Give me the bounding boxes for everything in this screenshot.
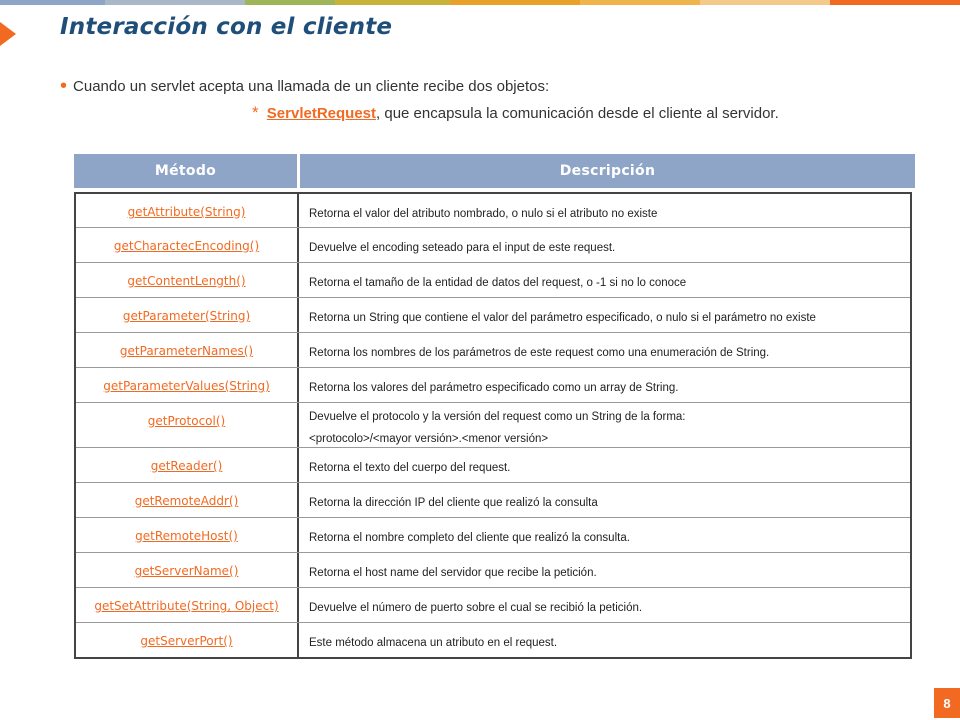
slide-title: Interacción con el cliente <box>60 14 393 40</box>
method-link[interactable]: getReader() <box>150 459 223 473</box>
method-cell <box>76 368 299 402</box>
table-row <box>76 447 910 482</box>
method-cell <box>76 553 299 587</box>
description-cell <box>299 298 910 332</box>
method-link[interactable]: getAttribute(String) <box>127 205 246 219</box>
description-cell <box>299 403 910 447</box>
description-text: Retorna el valor del atributo nombrado, o nulo si el atributo no existe <box>309 208 658 220</box>
stripe-segment <box>830 0 960 5</box>
description-text: Retorna el host name del servidor que recibe la petición. <box>309 567 597 579</box>
method-cell <box>76 403 299 447</box>
table-row <box>76 402 910 447</box>
description-text: Retorna el tamaño de la entidad de datos del request, o -1 si no lo conoce <box>309 277 687 289</box>
stripe-segment <box>245 0 335 5</box>
description-cell <box>299 623 910 657</box>
sub-bullet-text: , que encapsula la comunicación desde el cliente al servidor. <box>376 105 779 122</box>
method-cell <box>76 194 299 227</box>
header-description: Descripción <box>300 154 915 188</box>
method-link[interactable]: getProtocol() <box>147 414 226 428</box>
table-row <box>76 552 910 587</box>
table-row <box>76 587 910 622</box>
stripe-segment <box>105 0 245 5</box>
method-cell <box>76 298 299 332</box>
description-cell <box>299 263 910 297</box>
table-row <box>76 194 910 227</box>
description-cell <box>299 228 910 262</box>
method-link[interactable]: getParameterNames() <box>119 344 254 358</box>
top-color-stripe <box>0 0 960 5</box>
table-row <box>76 262 910 297</box>
description-text: Retorna el nombre completo del cliente que realizó la consulta. <box>309 532 630 544</box>
servlet-request-link[interactable]: ServletRequest <box>266 105 377 122</box>
sub-bullet-item <box>252 103 779 123</box>
method-link[interactable]: getRemoteHost() <box>135 529 238 543</box>
description-text: Retorna la dirección IP del cliente que realizó la consulta <box>309 497 598 509</box>
description-text: Este método almacena un atributo en el request. <box>309 637 558 649</box>
method-link[interactable]: getCharactecEncoding() <box>113 239 260 253</box>
page-number-badge: 8 <box>934 688 960 718</box>
stripe-segment <box>335 0 450 5</box>
description-text: Devuelve el encoding seteado para el input de este request. <box>309 242 616 254</box>
stripe-segment <box>700 0 830 5</box>
method-link[interactable]: getSetAttribute(String, Object) <box>94 599 279 613</box>
table-row <box>76 227 910 262</box>
bullet-text: Cuando un servlet acepta una llamada de un cliente recibe dos objetos: <box>73 78 550 95</box>
table-row <box>76 367 910 402</box>
method-cell <box>76 588 299 622</box>
description-cell <box>299 518 910 552</box>
description-text: Devuelve el número de puerto sobre el cual se recibió la petición. <box>309 602 643 614</box>
method-cell <box>76 263 299 297</box>
slide-arrow-icon <box>0 22 16 46</box>
method-link[interactable]: getServerName() <box>134 564 239 578</box>
method-link[interactable]: getParameter(String) <box>122 309 251 323</box>
table-row <box>76 517 910 552</box>
description-text: Retorna los valores del parámetro especificado como un array de String. <box>309 382 679 394</box>
description-cell <box>299 553 910 587</box>
method-cell <box>76 623 299 657</box>
method-cell <box>76 448 299 482</box>
method-cell <box>76 483 299 517</box>
description-cell <box>299 333 910 367</box>
stripe-segment <box>0 0 105 5</box>
table-row <box>76 297 910 332</box>
method-link[interactable]: getParameterValues(String) <box>103 379 270 393</box>
stripe-segment <box>450 0 580 5</box>
description-text: Retorna un String que contiene el valor del parámetro especificado, o nulo si el parámetro no existe <box>309 312 816 324</box>
description-cell <box>299 483 910 517</box>
description-text-line2: <protocolo>/<mayor versión>.<menor versión> <box>309 433 549 445</box>
method-link[interactable]: getRemoteAddr() <box>134 494 239 508</box>
method-cell <box>76 228 299 262</box>
description-cell <box>299 448 910 482</box>
method-cell <box>76 333 299 367</box>
description-cell <box>299 194 910 227</box>
stripe-segment <box>580 0 700 5</box>
description-text: Retorna el texto del cuerpo del request. <box>309 462 511 474</box>
bullet-dot-icon: • <box>60 75 68 97</box>
header-method: Método <box>74 154 297 188</box>
bullet-item <box>60 74 549 97</box>
description-text: Devuelve el protocolo y la versión del request como un String de la forma: <box>309 411 686 423</box>
table-row <box>76 482 910 517</box>
methods-table-header <box>74 154 915 188</box>
method-cell <box>76 518 299 552</box>
method-link[interactable]: getContentLength() <box>127 274 246 288</box>
description-text: Retorna los nombres de los parámetros de este request como una enumeración de String. <box>309 347 770 359</box>
table-row <box>76 622 910 657</box>
description-cell <box>299 368 910 402</box>
sub-bullet-marker: * <box>252 103 259 122</box>
methods-table <box>74 192 912 659</box>
table-row <box>76 332 910 367</box>
method-link[interactable]: getServerPort() <box>140 634 233 648</box>
description-cell <box>299 588 910 622</box>
